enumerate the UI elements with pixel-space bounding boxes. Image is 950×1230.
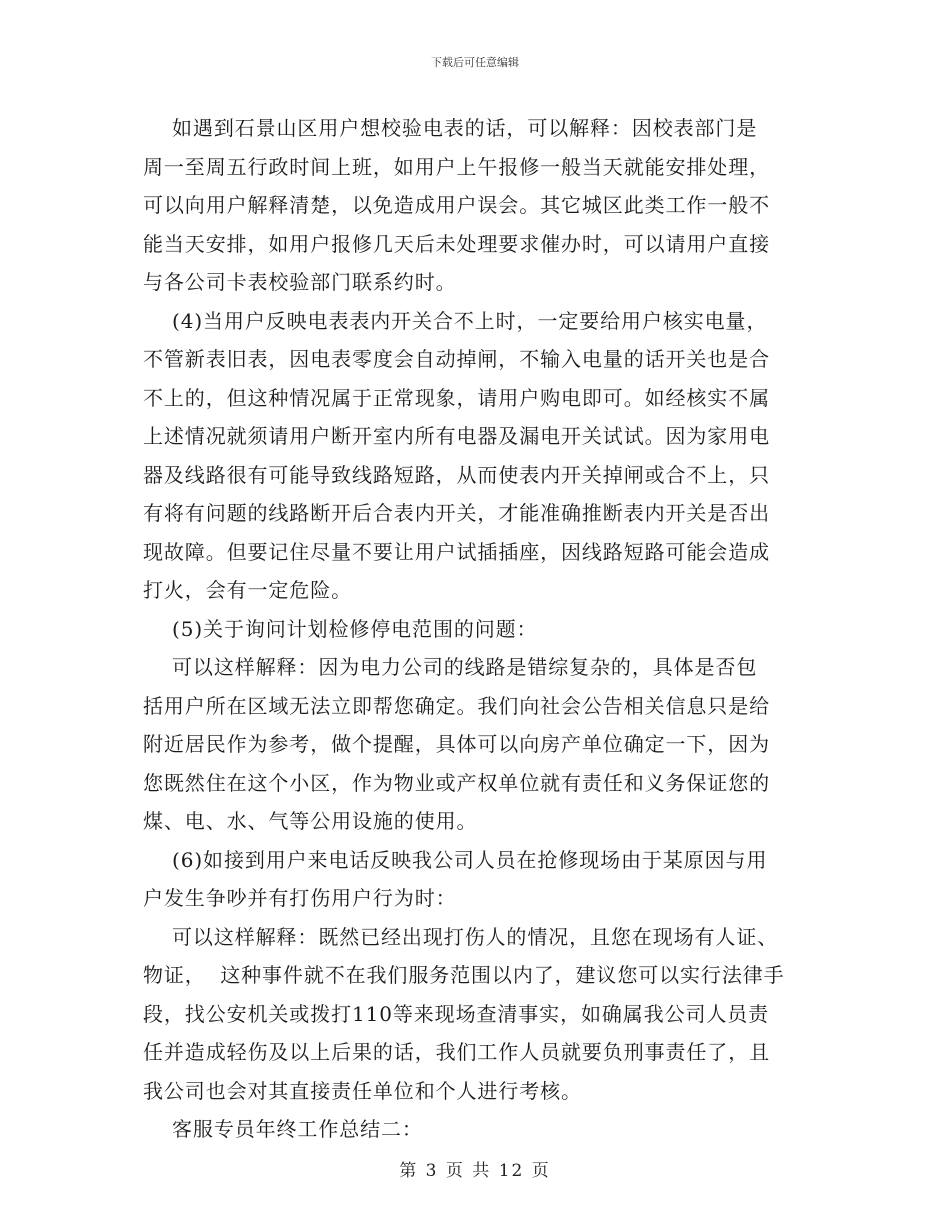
text-line: 客服专员年终工作总结二： xyxy=(143,1117,423,1141)
text-line: 周一至周五行政时间上班，如用户上午报修一般当天就能安排处理， xyxy=(143,154,770,179)
text-line: (4)当用户反映电表表内开关合不上时，一定要给用户核实电量， xyxy=(143,308,768,333)
text-line: 上述情况就须请用户断开室内所有电器及漏电开关试试。因为家用电 xyxy=(143,424,770,448)
text-line: 我公司也会对其直接责任单位和个人进行考核。 xyxy=(143,1078,582,1103)
text-line: 任并造成轻伤及以上后果的话，我们工作人员就要负刑事责任了，且 xyxy=(143,1040,770,1064)
text-line: 有将有问题的线路断开后合表内开关，才能准确推断表内开关是否出 xyxy=(143,501,770,525)
text-line: 打火，会有一定危险。 xyxy=(143,578,352,602)
page-number: 第 3 页 共 12 页 xyxy=(399,1161,551,1181)
text-line: 现故障。但要记住尽量不要让用户试插插座，因线路短路可能会造成 xyxy=(143,539,770,564)
text-line: 户发生争吵并有打伤用户行为时： xyxy=(143,886,457,910)
text-line: 如遇到石景山区用户想校验电表的话，可以解释：因校表部门是 xyxy=(143,116,758,140)
text-line: 物证， 这种事件就不在我们服务范围以内了，建议您可以实行法律手 xyxy=(143,963,785,987)
text-line: 段，找公安机关或拨打110等来现场查清事实，如确属我公司人员责 xyxy=(143,1001,770,1026)
text-line: 不上的，但这种情况属于正常现象，请用户购电即可。如经核实不属 xyxy=(143,385,770,410)
text-line: 煤、电、水、气等公用设施的使用。 xyxy=(143,809,478,833)
text-line: 可以这样解释：既然已经出现打伤人的情况，且您在现场有人证、 xyxy=(143,924,779,949)
text-line: 可以这样解释：因为电力公司的线路是错综复杂的，具体是否包 xyxy=(143,655,758,679)
text-line: (5)关于询问计划检修停电范围的问题： xyxy=(143,616,538,641)
text-line: 能当天安排，如用户报修几天后未处理要求催办时，可以请用户直接 xyxy=(143,231,770,256)
text-line: 您既然住在这个小区，作为物业或产权单位就有责任和义务保证您的 xyxy=(143,770,770,795)
text-line: 附近居民作为参考，做个提醒，具体可以向房产单位确定一下，因为 xyxy=(143,732,770,756)
text-line: 器及线路很有可能导致线路短路，从而使表内开关掉闸或合不上，只 xyxy=(143,462,770,487)
text-line: 与各公司卡表校验部门联系约时。 xyxy=(143,270,457,294)
text-line: 不管新表旧表，因电表零度会自动掉闸，不输入电量的话开关也是合 xyxy=(143,347,770,371)
text-line: 可以向用户解释清楚，以免造成用户误会。其它城区此类工作一般不 xyxy=(143,193,770,217)
text-line: (6)如接到用户来电话反映我公司人员在抢修现场由于某原因与用 xyxy=(143,847,768,872)
text-line: 括用户所在区域无法立即帮您确定。我们向社会公告相关信息只是给 xyxy=(143,693,770,718)
document-body xyxy=(143,109,803,1149)
page-header: 下载后可任意编辑 xyxy=(431,56,519,69)
